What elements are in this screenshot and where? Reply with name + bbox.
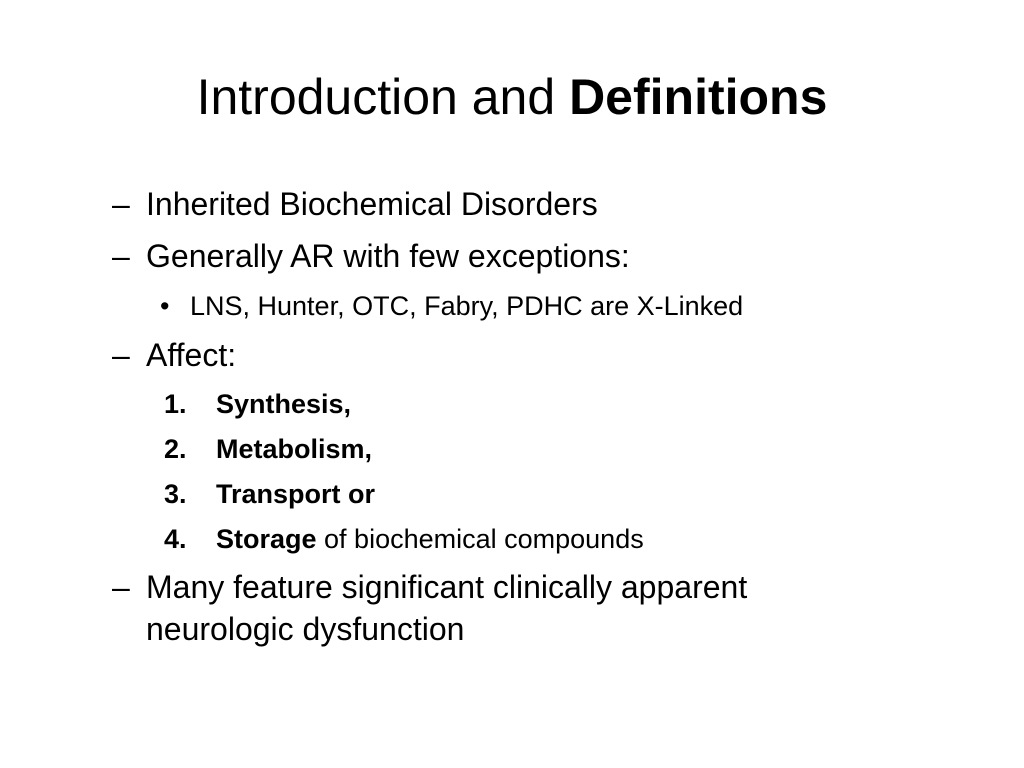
sub-bullet-x-linked (160, 289, 860, 323)
numbered-item-bold: Metabolism, (216, 434, 373, 464)
dash-marker: – (112, 186, 130, 222)
numbered-item-metabolism (164, 432, 864, 466)
number-marker: 1. (164, 389, 187, 419)
bullet-text: Many feature significant clinically apparent neurologic dysfunction (146, 569, 748, 647)
numbered-item-bold: Storage (216, 524, 317, 554)
bullet-neurologic (112, 566, 872, 650)
slide-title-regular: Introduction and (196, 69, 570, 125)
numbered-item-storage (164, 522, 864, 556)
number-marker: 2. (164, 434, 187, 464)
bullet-inherited (112, 183, 872, 225)
numbered-item-bold: Synthesis, (216, 389, 352, 419)
number-marker: 3. (164, 479, 187, 509)
numbered-item-bold: Transport or (216, 479, 376, 509)
bullet-generally-ar (112, 235, 872, 277)
bullet-text: Generally AR with few exceptions: (146, 238, 630, 274)
bullet-affect (112, 334, 872, 376)
sub-bullet-text: LNS, Hunter, OTC, Fabry, PDHC are X-Linked (190, 291, 744, 321)
numbered-item-rest: of biochemical compounds (316, 524, 644, 554)
numbered-item-synthesis (164, 387, 864, 421)
bullet-text: Inherited Biochemical Disorders (146, 186, 598, 222)
dash-marker: – (112, 569, 130, 605)
bullet-text: Affect: (146, 337, 237, 373)
dash-marker: – (112, 337, 130, 373)
bullet-dot-marker: • (160, 291, 170, 321)
number-marker: 4. (164, 524, 187, 554)
slide-title-bold: Definitions (569, 69, 828, 125)
dash-marker: – (112, 238, 130, 274)
numbered-item-transport (164, 477, 864, 511)
